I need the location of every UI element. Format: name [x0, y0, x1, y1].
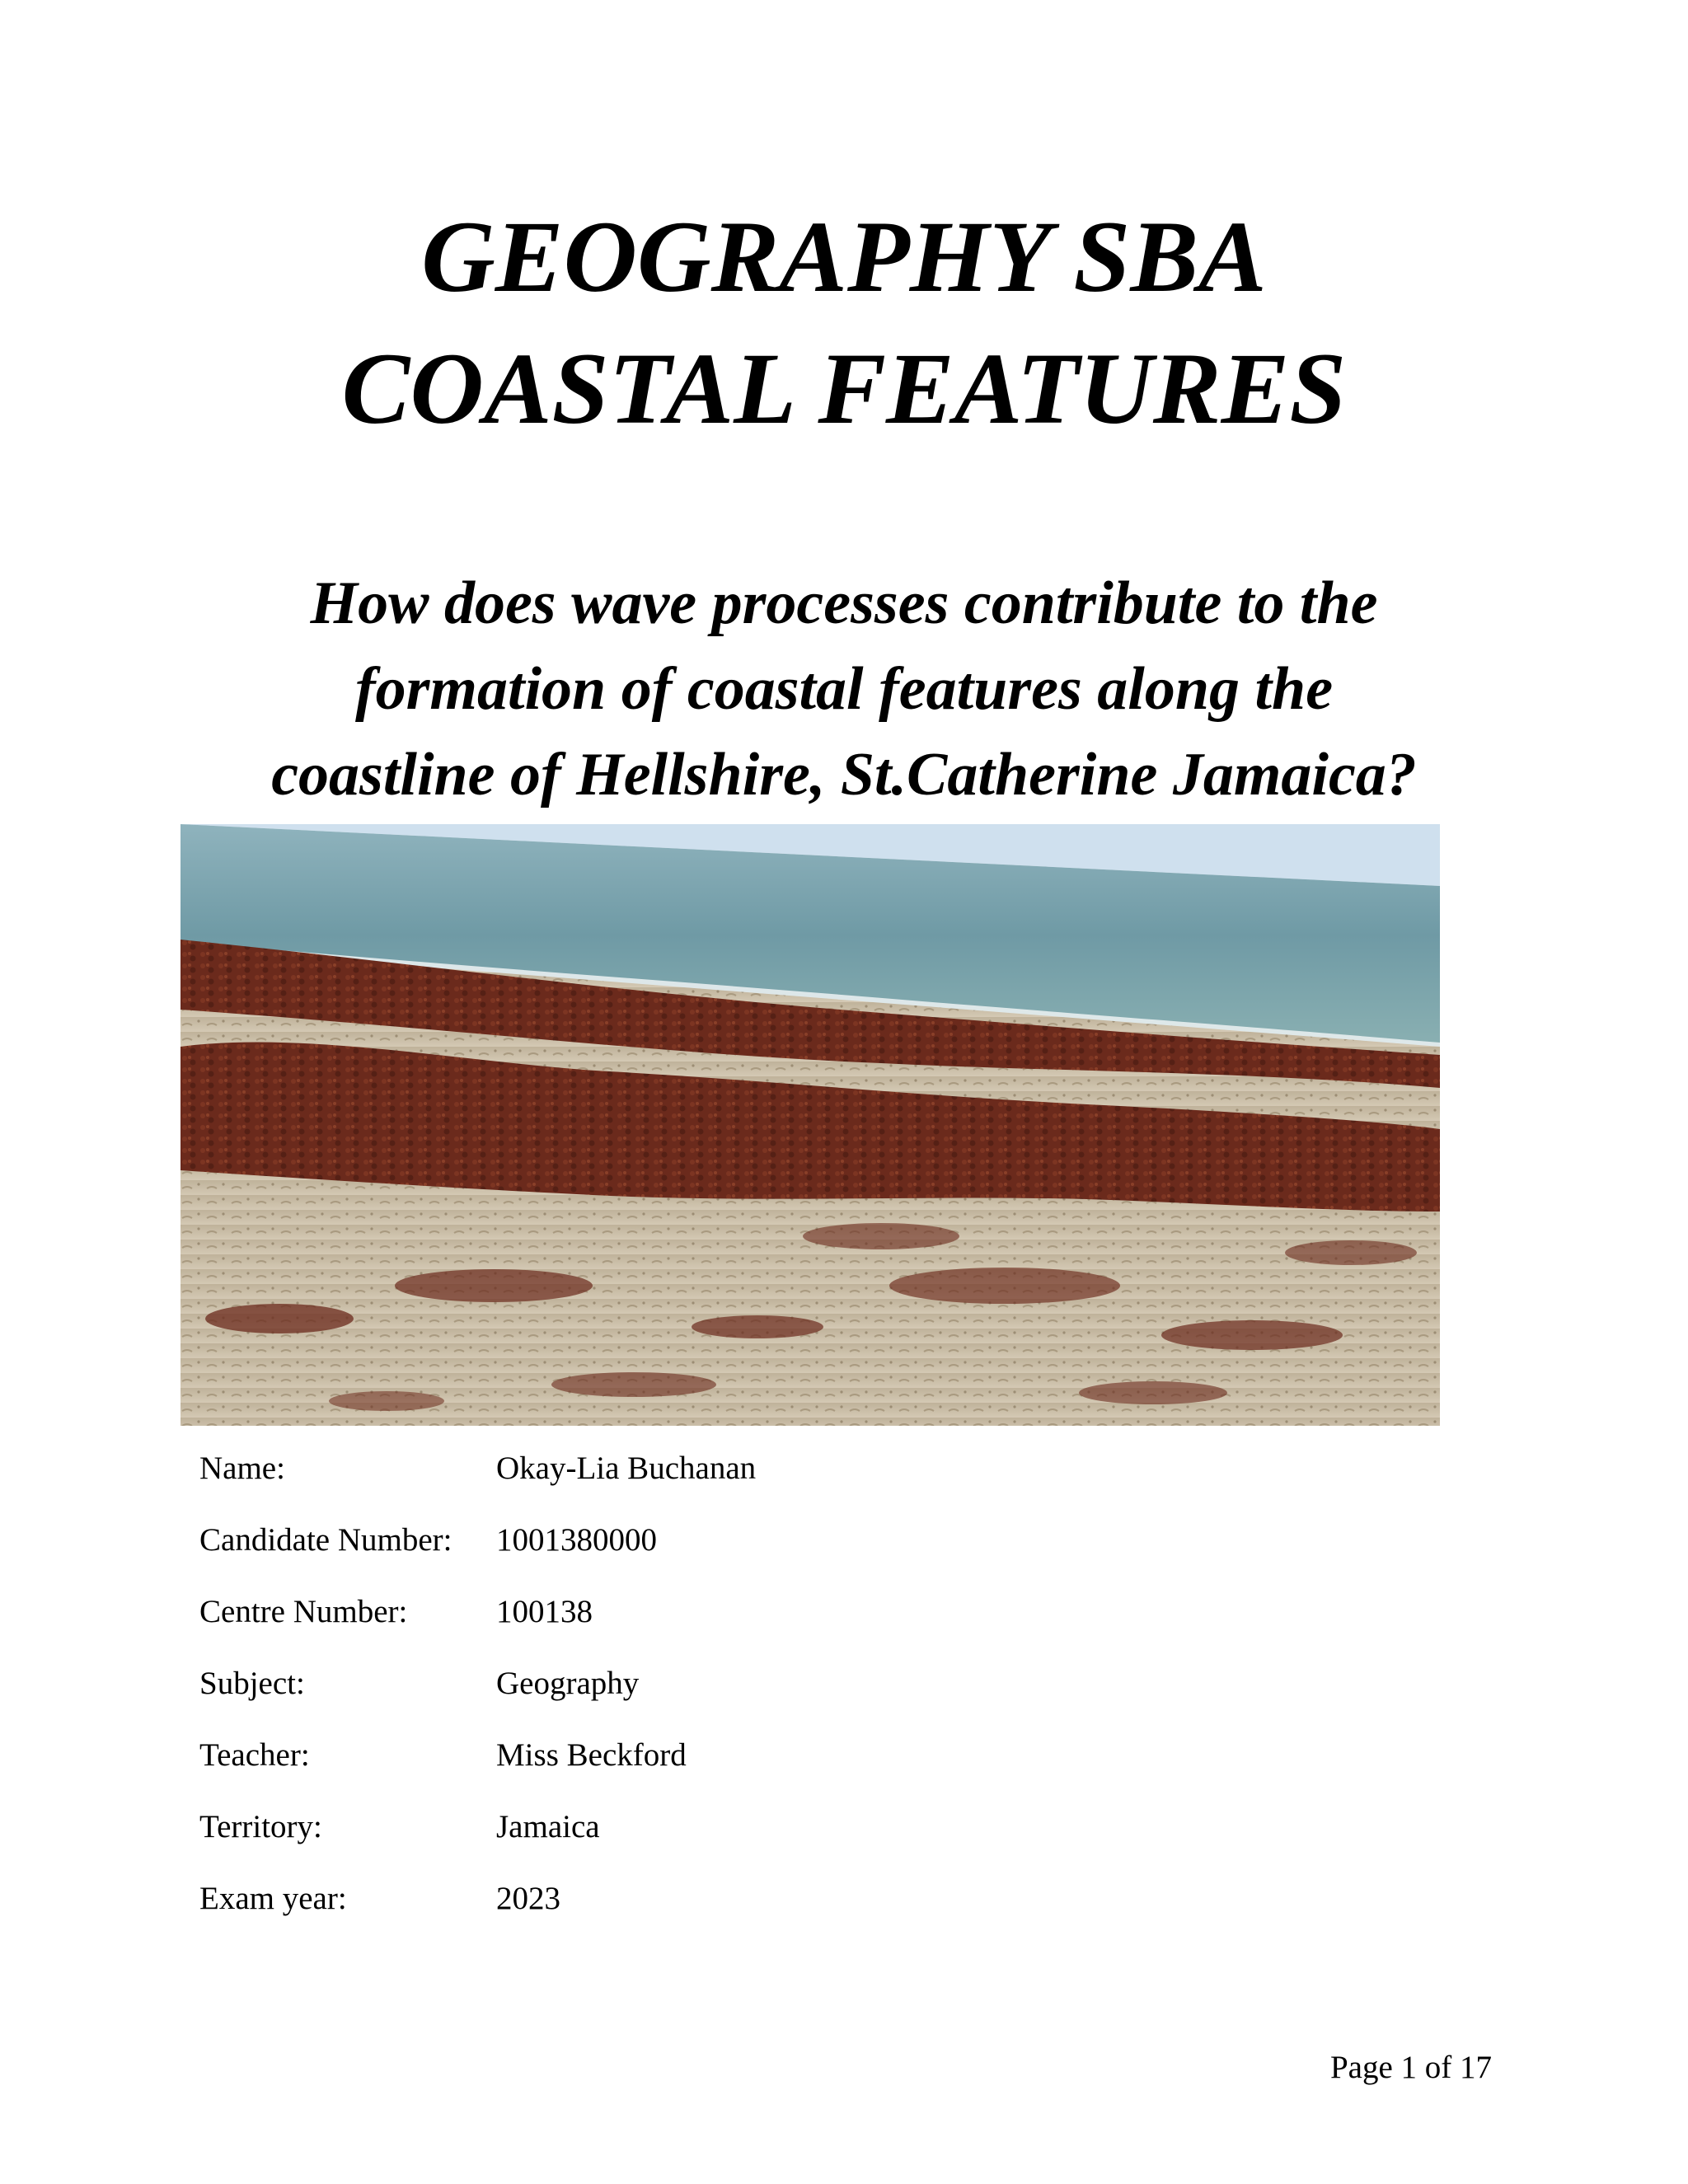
detail-value: 1001380000 — [496, 1522, 657, 1558]
detail-label: Centre Number: — [199, 1594, 408, 1629]
document-subtitle: COASTAL FEATURES — [341, 332, 1347, 445]
detail-value: 100138 — [496, 1594, 593, 1629]
page-number: Page 1 of 17 — [1329, 2050, 1492, 2085]
detail-value: Okay-Lia Buchanan — [496, 1451, 757, 1486]
detail-value: 2023 — [496, 1881, 560, 1916]
detail-row-exam-year — [199, 1881, 1353, 1952]
detail-row-teacher — [199, 1737, 1353, 1809]
detail-label: Candidate Number: — [199, 1522, 452, 1558]
detail-label: Exam year: — [199, 1881, 347, 1916]
detail-label: Name: — [199, 1451, 285, 1486]
document-title: GEOGRAPHY SBA — [421, 200, 1267, 313]
detail-row-territory — [199, 1809, 1353, 1881]
detail-row-centre-number — [199, 1594, 1353, 1666]
detail-value: Miss Beckford — [496, 1737, 687, 1773]
research-question-line: formation of coastal features along the — [354, 655, 1334, 723]
detail-label: Territory: — [199, 1809, 322, 1844]
detail-row-name — [199, 1451, 1353, 1522]
research-question-line: How does wave processes contribute to the — [310, 569, 1378, 637]
detail-row-candidate-number — [199, 1522, 1353, 1594]
detail-label: Teacher: — [199, 1737, 310, 1773]
candidate-details — [199, 1451, 1353, 1952]
detail-row-subject — [199, 1666, 1353, 1737]
research-question — [0, 560, 1688, 818]
beach-photo-image — [181, 824, 1440, 1426]
beach-photo — [181, 824, 1440, 1426]
detail-value: Geography — [496, 1666, 640, 1701]
detail-label: Subject: — [199, 1666, 305, 1701]
research-question-line: coastline of Hellshire, St.Catherine Jamaica? — [271, 741, 1417, 808]
detail-value: Jamaica — [496, 1809, 600, 1844]
